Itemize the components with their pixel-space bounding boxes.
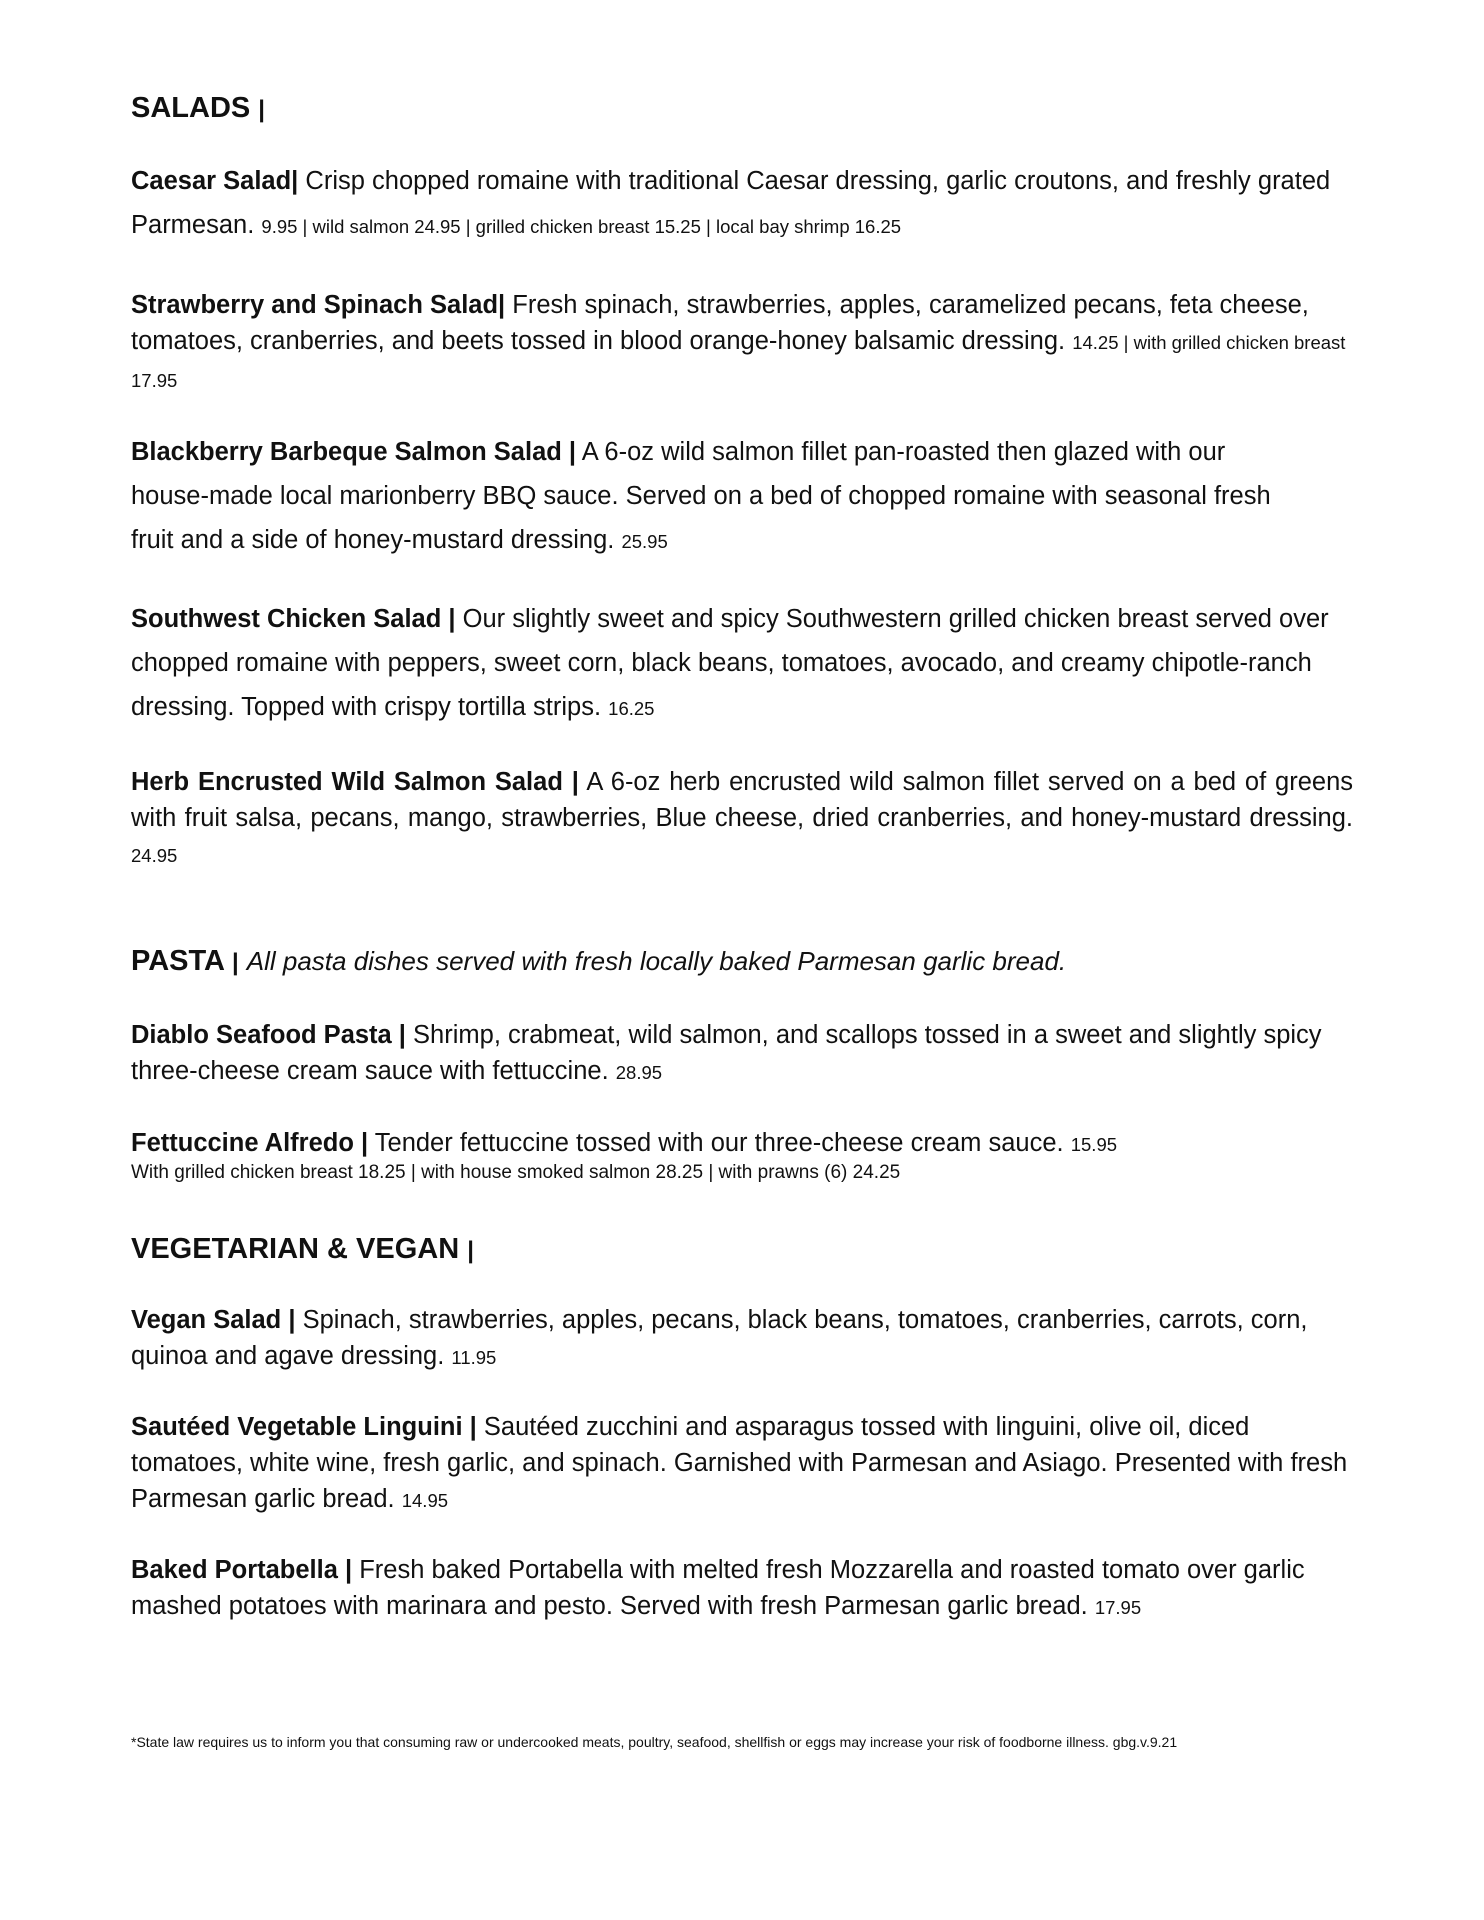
vegetarian-heading bbox=[131, 1231, 1353, 1269]
item-name: Caesar Salad| bbox=[131, 167, 299, 195]
fettuccine-addons: With grilled chicken breast 18.25 | with house smoked salmon 28.25 | with prawns (6) 24.25 bbox=[131, 1162, 901, 1183]
item-price: 14.25 | with grilled chicken breast 17.95 bbox=[131, 332, 1346, 391]
item-description: Fresh baked Portabella with melted fresh Mozzarella and roasted tomato over garlic mashed potatoes with marinara and pesto. Served with fresh Parmesan garlic bread. bbox=[131, 1556, 1305, 1620]
item-name: Diablo Seafood Pasta | bbox=[131, 1021, 406, 1049]
menu-item-southwest-chicken-salad bbox=[131, 597, 1331, 731]
item-name: Sautéed Vegetable Linguini | bbox=[131, 1413, 477, 1441]
item-price: 28.95 bbox=[615, 1062, 663, 1083]
pasta-note: All pasta dishes served with fresh locally baked Parmesan garlic bread. bbox=[246, 946, 1067, 976]
item-description: Sautéed zucchini and asparagus tossed with linguini, olive oil, diced tomatoes, white wine, fresh garlic, and spinach. Garnished with Parmesan and Asiago. Presented with fresh Parmesan garlic bread. bbox=[131, 1413, 1348, 1513]
item-name: Baked Portabella | bbox=[131, 1556, 353, 1584]
item-name: Southwest Chicken Salad | bbox=[131, 605, 456, 633]
menu-item-herb-encrusted-salmon-salad bbox=[131, 764, 1353, 874]
item-description: Fresh spinach, strawberries, apples, caramelized pecans, feta cheese, tomatoes, cranberries, and beets tossed in blood orange-honey balsamic dressing. bbox=[131, 291, 1309, 355]
item-description: Tender fettuccine tossed with our three-cheese cream sauce. bbox=[374, 1129, 1064, 1157]
pasta-title: PASTA bbox=[131, 945, 224, 977]
item-price: 15.95 bbox=[1070, 1134, 1118, 1155]
menu-item-diablo-seafood-pasta bbox=[131, 1017, 1353, 1091]
menu-item-baked-portabella bbox=[131, 1552, 1353, 1626]
item-price: 24.95 bbox=[131, 845, 178, 866]
menu-item-blackberry-bbq-salmon-salad bbox=[131, 430, 1271, 564]
item-description: Crisp chopped romaine with traditional Caesar dressing, garlic croutons, and freshly grated Parmesan. bbox=[131, 167, 1331, 239]
salads-title: SALADS bbox=[131, 92, 251, 124]
item-name: Blackberry Barbeque Salmon Salad | bbox=[131, 438, 577, 466]
pasta-divider: | bbox=[231, 949, 239, 976]
item-price: 11.95 bbox=[451, 1347, 497, 1368]
footnote: *State law requires us to inform you that consuming raw or undercooked meats, poultry, seafood, shellfish or eggs may increase your risk of foodborne illness. gbg.v.9.21 bbox=[131, 1734, 1178, 1750]
pasta-heading bbox=[131, 943, 1353, 981]
item-description: Our slightly sweet and spicy Southwestern grilled chicken breast served over chopped romaine with peppers, sweet corn, black beans, tomatoes, avocado, and creamy chipotle-ranch dressing. Topped with crispy tortilla strips. bbox=[131, 605, 1329, 721]
item-name: Vegan Salad | bbox=[131, 1306, 296, 1334]
item-price: 14.95 bbox=[401, 1490, 449, 1511]
vegetarian-title: VEGETARIAN & VEGAN bbox=[131, 1233, 460, 1265]
menu-item-vegan-salad bbox=[131, 1302, 1353, 1376]
item-description: A 6-oz herb encrusted wild salmon fillet served on a bed of greens with fruit salsa, pecans, mango, strawberries, Blue cheese, dried cranberries, and honey-mustard dressing. bbox=[131, 768, 1353, 832]
item-price: 17.95 bbox=[1094, 1597, 1142, 1618]
item-price: 16.25 bbox=[608, 698, 655, 719]
item-description: Shrimp, crabmeat, wild salmon, and scallops tossed in a sweet and slightly spicy three-cheese cream sauce with fettuccine. bbox=[131, 1021, 1322, 1085]
menu-item-caesar-salad bbox=[131, 159, 1353, 249]
item-price: 25.95 bbox=[621, 531, 668, 552]
item-description: Spinach, strawberries, apples, pecans, black beans, tomatoes, cranberries, carrots, corn, quinoa and agave dressing. bbox=[131, 1306, 1308, 1370]
menu-item-sauteed-vegetable-linguini bbox=[131, 1409, 1353, 1519]
item-name: Fettuccine Alfredo | bbox=[131, 1129, 369, 1157]
salads-divider: | bbox=[258, 96, 266, 123]
salads-heading bbox=[131, 90, 1353, 128]
item-description: A 6-oz wild salmon fillet pan-roasted then glazed with our house-made local marionberry BBQ sauce. Served on a bed of chopped romaine with seasonal fresh fruit and a side of honey-mustard dressing. bbox=[131, 438, 1271, 554]
item-name: Strawberry and Spinach Salad| bbox=[131, 291, 506, 319]
item-name: Herb Encrusted Wild Salmon Salad | bbox=[131, 768, 579, 796]
menu-item-fettuccine-alfredo bbox=[131, 1125, 1353, 1163]
menu-item-strawberry-spinach-salad bbox=[131, 287, 1353, 399]
vegetarian-divider: | bbox=[467, 1237, 474, 1264]
item-price: 9.95 | wild salmon 24.95 | grilled chicken breast 15.25 | local bay shrimp 16.25 bbox=[261, 216, 902, 237]
